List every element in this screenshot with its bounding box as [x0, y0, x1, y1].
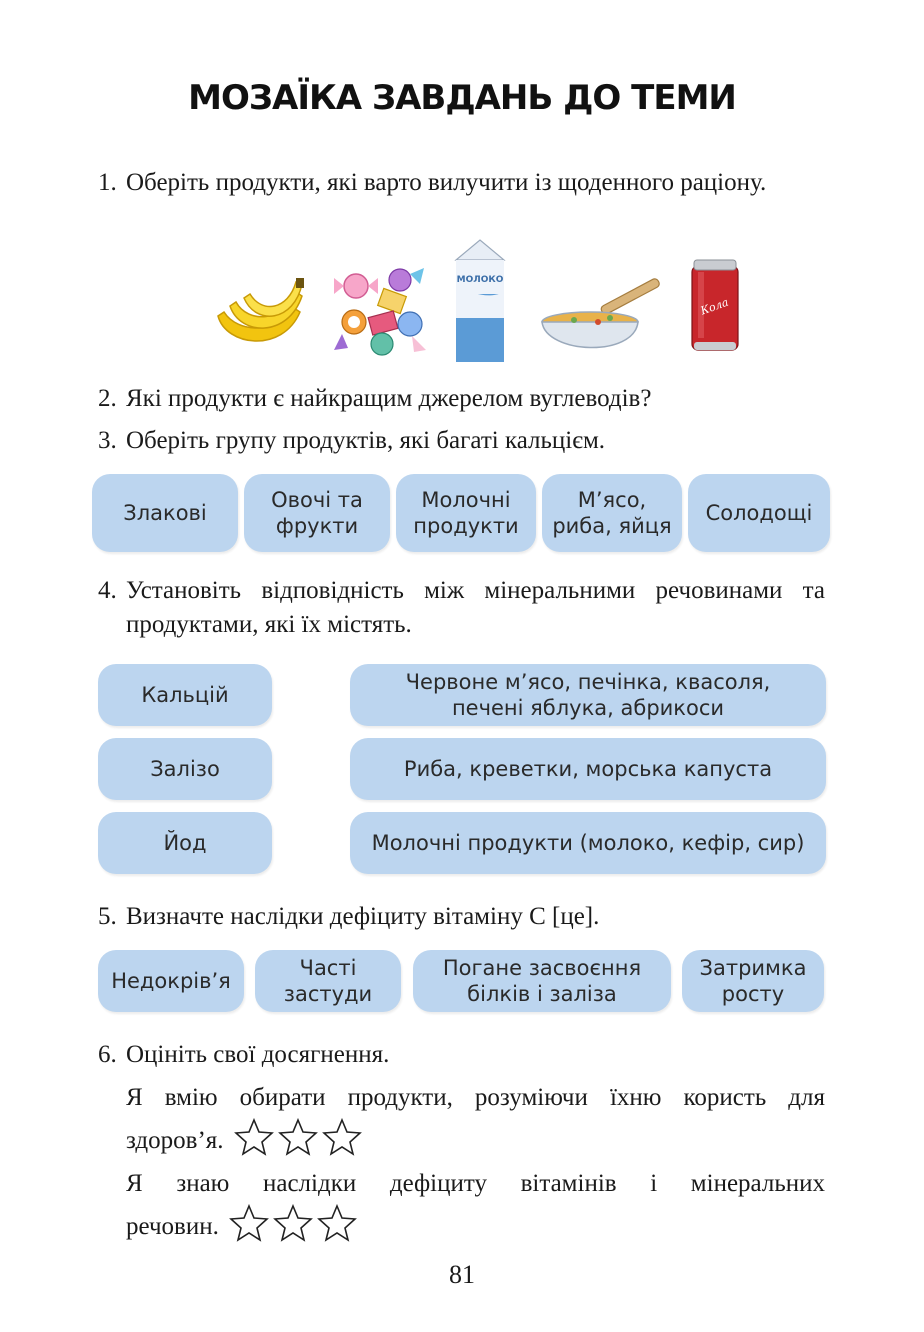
option-fruits-vegetables[interactable]: Овочі та фрукти	[244, 474, 390, 552]
mineral-iron[interactable]: Залізо	[98, 738, 272, 800]
banana-image[interactable]	[212, 276, 308, 352]
option-growth-delay[interactable]: Затримка росту	[682, 950, 824, 1012]
option-sweets[interactable]: Солодощі	[688, 474, 830, 552]
option-frequent-colds[interactable]: Часті застуди	[255, 950, 401, 1012]
option-poor-absorption[interactable]: Погане засвоєння білків і заліза	[413, 950, 671, 1012]
question-5	[98, 900, 825, 934]
milk-carton-image[interactable]	[450, 238, 510, 364]
self-assessment-text: речовин.	[126, 1213, 219, 1240]
question-text: Установіть відповідність між мінеральними речовинами та продуктами, які їх містять.	[126, 577, 825, 638]
star-icon[interactable]	[234, 1118, 274, 1156]
bowl-image[interactable]	[538, 278, 666, 364]
mineral-calcium[interactable]: Кальцій	[98, 664, 272, 726]
star-icon[interactable]	[273, 1204, 313, 1242]
products-fish-seafood[interactable]: Риба, креветки, морська капуста	[350, 738, 826, 800]
question-text: Оберіть продукти, які варто вилучити із щоденного раціону.	[126, 169, 767, 196]
question-text: Оберіть групу продуктів, які багаті кальцієм.	[126, 427, 606, 454]
question-number: 3.	[98, 427, 117, 454]
milk-label: МОЛОКО	[456, 275, 504, 285]
star-icon[interactable]	[322, 1118, 362, 1156]
cola-label: Кола	[698, 295, 731, 318]
self-assessment-2	[126, 1164, 825, 1255]
cola-can-image[interactable]	[688, 258, 742, 354]
question-1	[98, 166, 825, 200]
star-icon[interactable]	[317, 1204, 357, 1242]
mineral-iodine[interactable]: Йод	[98, 812, 272, 874]
question-3	[98, 424, 825, 458]
question-number: 4.	[98, 577, 117, 604]
rating-stars-2[interactable]	[225, 1204, 357, 1255]
question-number: 5.	[98, 903, 117, 930]
option-meat-fish-eggs[interactable]: М’ясо, риба, яйця	[542, 474, 682, 552]
option-anemia[interactable]: Недокрів’я	[98, 950, 244, 1012]
question-text: Оцініть свої досягнення.	[126, 1041, 390, 1068]
question-2	[98, 382, 825, 416]
question-text: Визначте наслідки дефіциту вітаміну С [це].	[126, 903, 600, 930]
question-number: 6.	[98, 1041, 117, 1068]
self-assessment-text: Я знаю наслідки дефіциту вітамінів і мінеральних	[126, 1170, 825, 1197]
self-assessment-text: здоров’я.	[126, 1127, 224, 1154]
candy-image[interactable]	[330, 264, 430, 358]
self-assessment-1	[126, 1078, 825, 1169]
products-dairy[interactable]: Молочні продукти (молоко, кефір, сир)	[350, 812, 826, 874]
star-icon[interactable]	[278, 1118, 318, 1156]
question-6	[98, 1038, 825, 1072]
question-number: 2.	[98, 385, 117, 412]
rating-stars-1[interactable]	[230, 1118, 362, 1169]
question-text: Які продукти є найкращим джерелом вуглеводів?	[126, 385, 652, 412]
question-number: 1.	[98, 169, 117, 196]
option-dairy[interactable]: Молочні продукти	[396, 474, 536, 552]
self-assessment-text: Я вмію обирати продукти, розуміючи їхню користь для	[126, 1084, 825, 1111]
star-icon[interactable]	[229, 1204, 269, 1242]
option-cereals[interactable]: Злакові	[92, 474, 238, 552]
page-number: 81	[449, 1260, 475, 1289]
question-4	[98, 574, 825, 642]
products-red-meat[interactable]: Червоне м’ясо, печінка, квасоля, печені яблука, абрикоси	[350, 664, 826, 726]
page-title: МОЗАЇКА ЗАВДАНЬ ДО ТЕМИ	[188, 78, 736, 118]
